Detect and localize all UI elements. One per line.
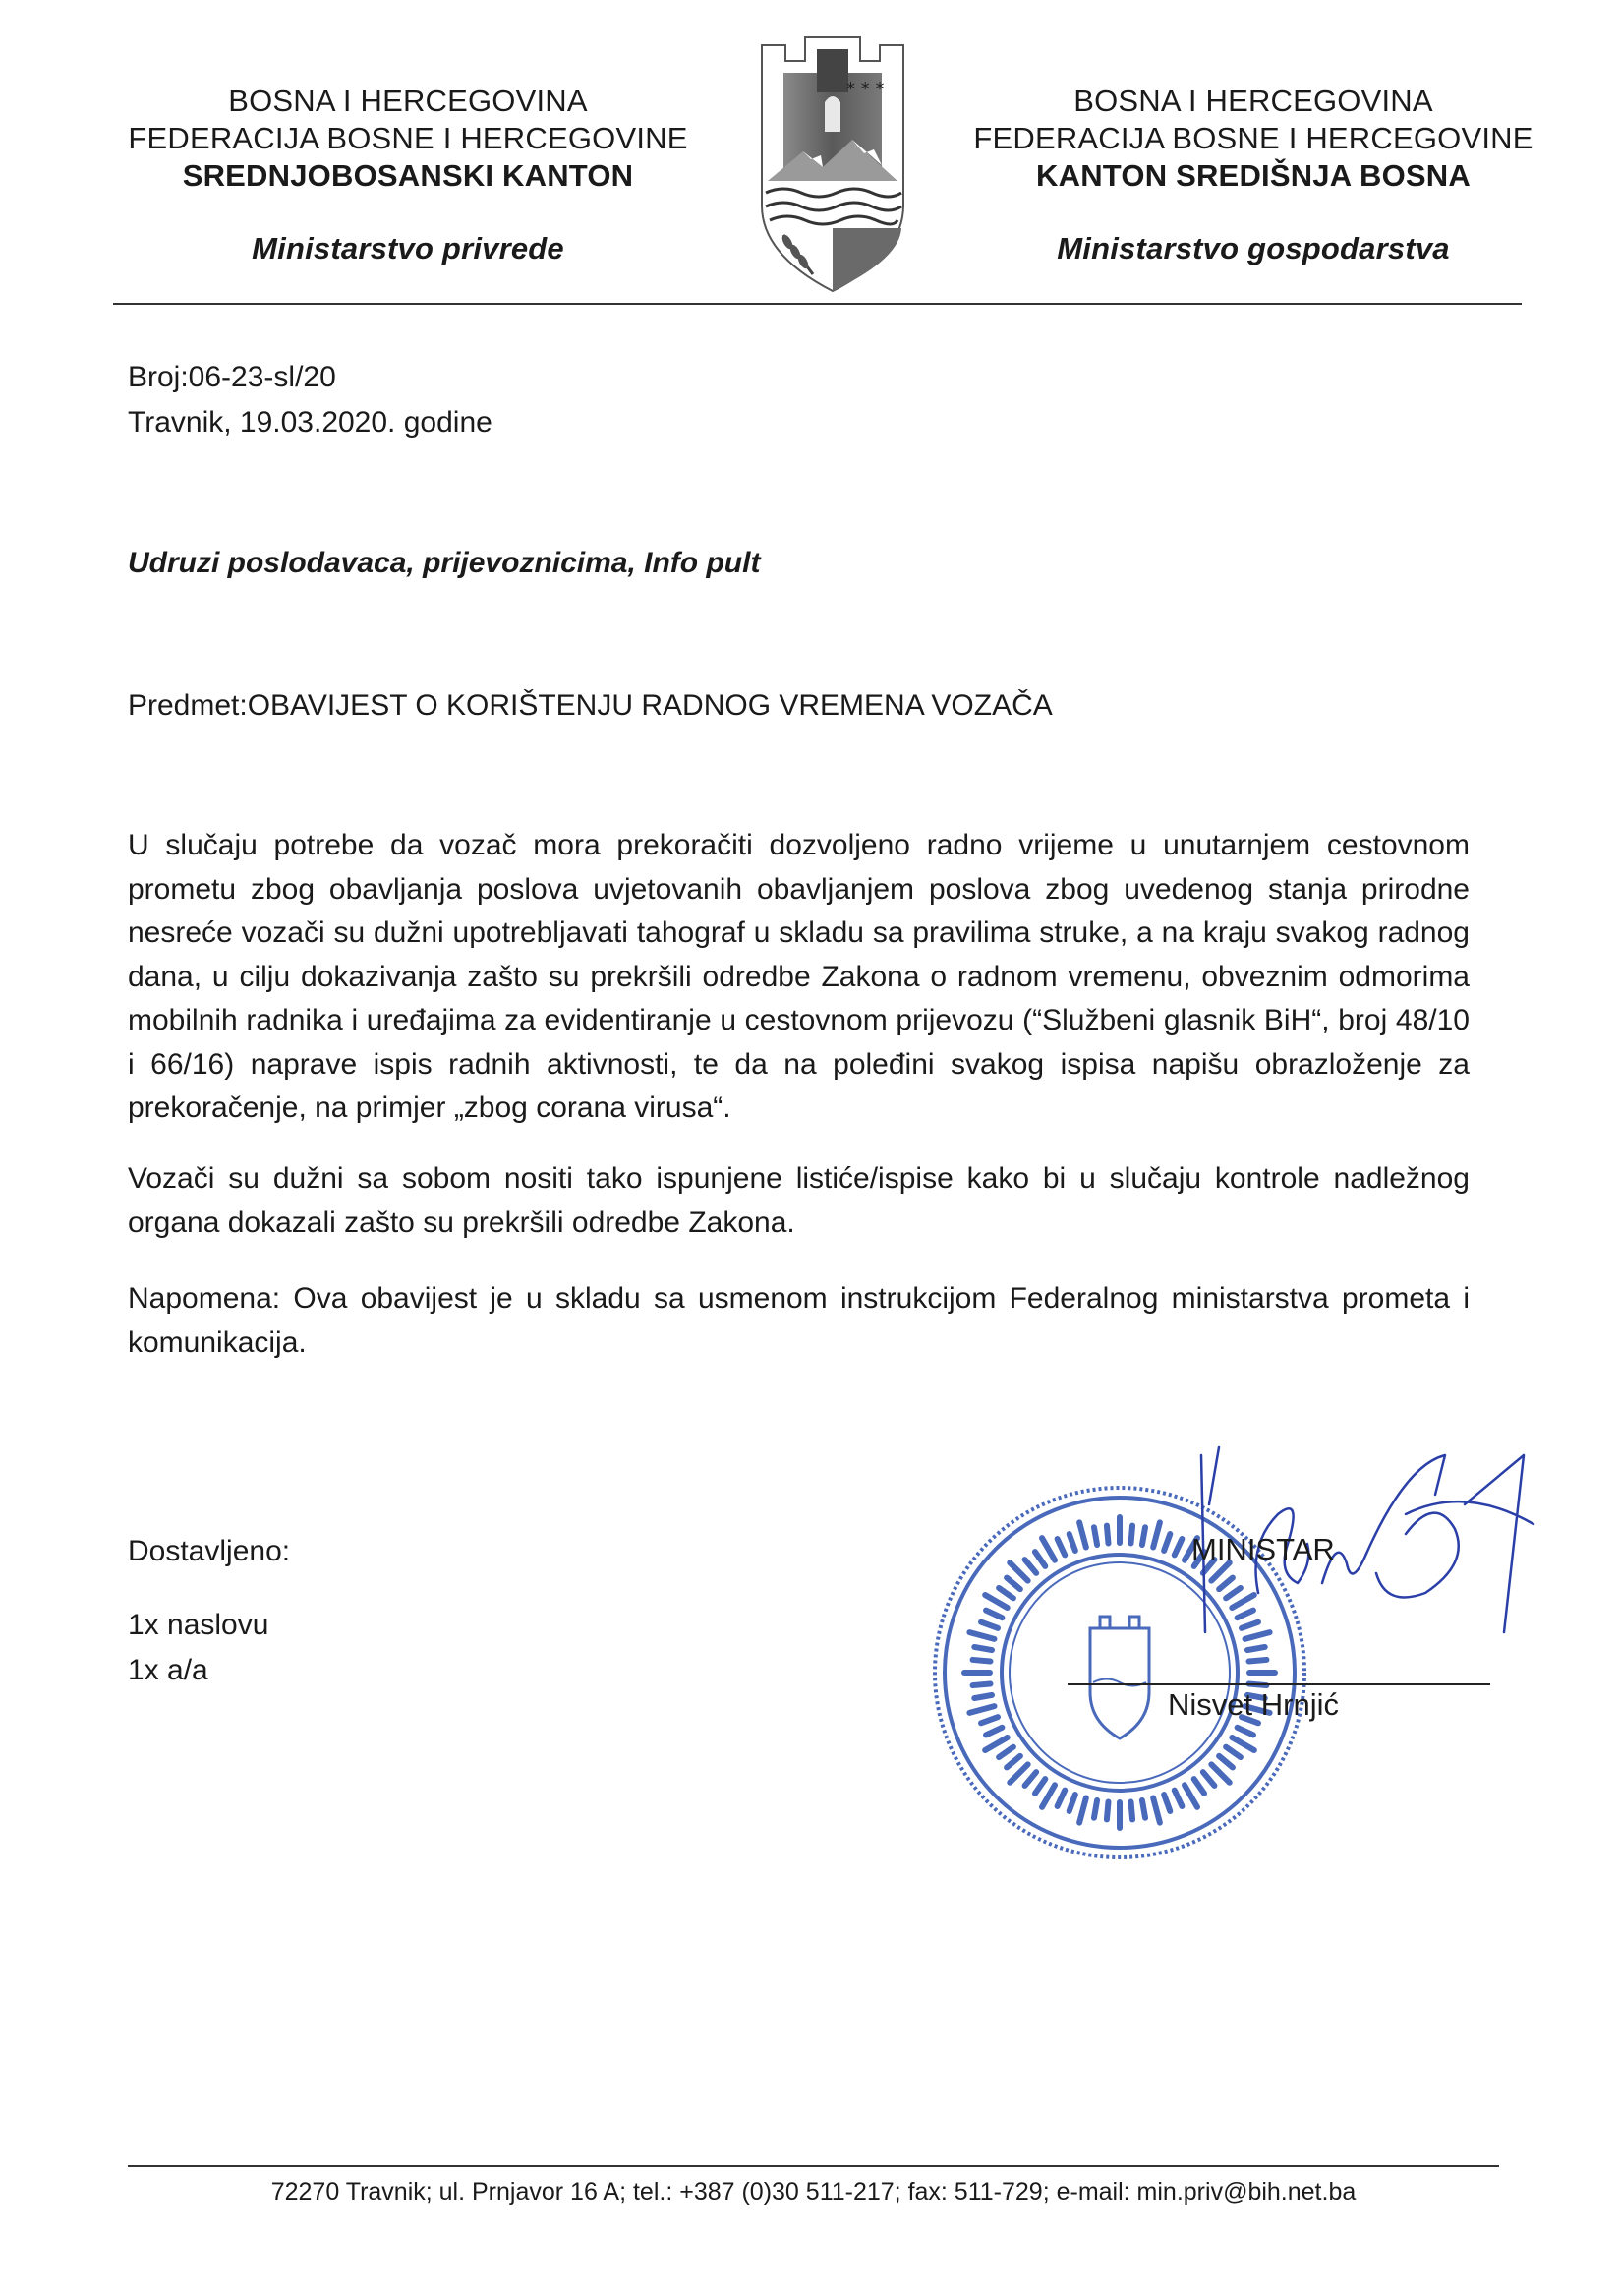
stamp-lettering-mark xyxy=(1219,1756,1233,1768)
stamp-lettering-mark xyxy=(1185,1785,1197,1807)
stamp-lettering-mark xyxy=(974,1695,992,1698)
footer-divider xyxy=(128,2165,1499,2167)
footer-contact: 72270 Travnik; ul. Prnjavor 16 A; tel.: +387 (0)30 511-217; fax: 511-729; e-mail: min.priv@bih.net.ba xyxy=(270,2178,1357,2206)
stamp-lettering-mark xyxy=(1025,1772,1037,1786)
stamp-lettering-mark xyxy=(985,1737,1008,1750)
stamp-lettering-mark xyxy=(999,1588,1013,1598)
stamp-lettering-mark xyxy=(1035,1552,1045,1566)
stamp-lettering-mark xyxy=(1079,1798,1086,1823)
stamp-lettering-mark xyxy=(973,1684,991,1686)
stamp-lettering-mark xyxy=(1131,1801,1133,1819)
stamp-lettering-mark xyxy=(1194,1779,1204,1794)
stamp-lettering-mark xyxy=(1142,1800,1145,1818)
stamp-lettering-mark xyxy=(985,1595,1008,1608)
stamp-lettering-mark xyxy=(1226,1747,1241,1757)
stamp-lettering-mark xyxy=(1107,1801,1109,1819)
stamp-lettering-mark xyxy=(1058,1539,1066,1555)
stamp-lettering-mark xyxy=(1010,1562,1027,1580)
header-left xyxy=(88,83,727,267)
stamp-lettering-mark xyxy=(986,1611,1002,1619)
stamp-lettering-mark xyxy=(1153,1798,1160,1823)
header-left-ministry: Ministarstvo privrede xyxy=(252,231,564,265)
stamp-lettering-mark xyxy=(1094,1800,1097,1818)
stamp-lettering-mark xyxy=(1175,1791,1183,1806)
stamp-lettering-mark xyxy=(1211,1764,1229,1782)
stamp-lettering-mark xyxy=(1007,1756,1020,1768)
distribution-copy: 1x naslovu xyxy=(128,1609,269,1641)
header-divider xyxy=(113,303,1522,305)
stamp-lettering-mark xyxy=(1107,1526,1109,1544)
distribution-label: Dostavljeno: xyxy=(128,1535,291,1567)
header-right xyxy=(934,83,1573,267)
stamp-lettering-mark xyxy=(1070,1534,1075,1551)
header-right-federation: FEDERACIJA BOSNE I HERCEGOVINE xyxy=(973,121,1533,155)
stamp-lettering-mark xyxy=(1232,1737,1254,1750)
signatory-name: Nisvet Hrnjić xyxy=(1168,1687,1339,1722)
svg-text:* * *: * * * xyxy=(846,79,885,99)
stamp-lettering-mark xyxy=(969,1632,994,1639)
reference-number: Broj:06-23-sl/20 xyxy=(128,361,336,393)
stamp-lettering-mark xyxy=(1007,1578,1020,1590)
stamp-lettering-mark xyxy=(981,1622,998,1628)
distribution-copy: 1x a/a xyxy=(128,1654,208,1686)
stamp-lettering-mark xyxy=(974,1647,992,1650)
header-left-federation: FEDERACIJA BOSNE I HERCEGOVINE xyxy=(128,121,688,155)
stamp-lettering-mark xyxy=(1042,1538,1055,1560)
stamp-lettering-mark xyxy=(973,1660,991,1662)
header-left-country: BOSNA I HERCEGOVINA xyxy=(228,84,588,118)
stamp-lettering-mark xyxy=(1042,1785,1055,1807)
body-paragraph: Vozači su dužni sa sobom nositi tako ispunjene listiće/ispise kako bi u slučaju kontrole nadležnog organa dokazali zašto su prekršili odredbe Zakona. xyxy=(128,1162,1470,1239)
stamp-lettering-mark xyxy=(1079,1522,1086,1547)
header-left-canton: SREDNJOBOSANSKI KANTON xyxy=(182,158,634,193)
header-right-ministry: Ministarstvo gospodarstva xyxy=(1057,231,1450,265)
stamp-lettering-mark xyxy=(1164,1795,1170,1811)
stamp-lettering-mark xyxy=(1010,1764,1027,1782)
stamp-lettering-mark xyxy=(1025,1560,1037,1573)
stamp-lettering-mark xyxy=(1070,1795,1075,1811)
stamp-lettering-mark xyxy=(1035,1779,1045,1794)
body-paragraph: Napomena: Ova obavijest je u skladu sa usmenom instrukcijom Federalnog ministarstva prometa i komunikacija. xyxy=(128,1282,1470,1359)
stamp-lettering-mark xyxy=(1094,1527,1097,1545)
subject-line: Predmet:OBAVIJEST O KORIŠTENJU RADNOG VREMENA VOZAČA xyxy=(128,689,1053,722)
canton-coat-of-arms-icon xyxy=(744,33,921,295)
reference-date: Travnik, 19.03.2020. godine xyxy=(128,406,492,439)
body-paragraph: U slučaju potrebe da vozač mora prekoračiti dozvoljeno radno vrijeme u unutarnjem cestovnom prometu zbog obavljanja poslova uvjetovanih obavljanjem poslova zbog uvedenog stanja prirodne nesreće vozači su dužni upotrebljavati tahograf u skladu sa pravilima struke, a na kraju svakog radnog dana, u cilju dokazivanja zašto su prekršili odredbe Zakona o radnom vremenu, obveznim odmorima mobilnih radnika i uređajima za evidentiranje u cestovnom prijevozu (“Službeni glasnik BiH“, broj 48/10 i 66/16) naprave ispis radnih aktivnosti, te da na poleđini svakog ispisa napišu obrazloženje za prekoračenje, na primjer „zbog corana virusa“. xyxy=(128,829,1470,1124)
stamp-lettering-mark xyxy=(1058,1791,1066,1806)
stamp-lettering-mark xyxy=(981,1717,998,1723)
stamp-lettering-mark xyxy=(1203,1772,1215,1786)
stamp-lettering-mark xyxy=(986,1728,1002,1736)
signatory-title: MINISTAR xyxy=(1191,1532,1335,1566)
stamp-lettering-mark xyxy=(969,1706,994,1713)
recipient: Udruzi poslodavaca, prijevoznicima, Info pult xyxy=(128,547,761,579)
header-right-country: BOSNA I HERCEGOVINA xyxy=(1073,84,1433,118)
stamp-lettering-mark xyxy=(999,1747,1013,1757)
header-right-canton: KANTON SREDIŠNJA BOSNA xyxy=(1036,158,1471,193)
